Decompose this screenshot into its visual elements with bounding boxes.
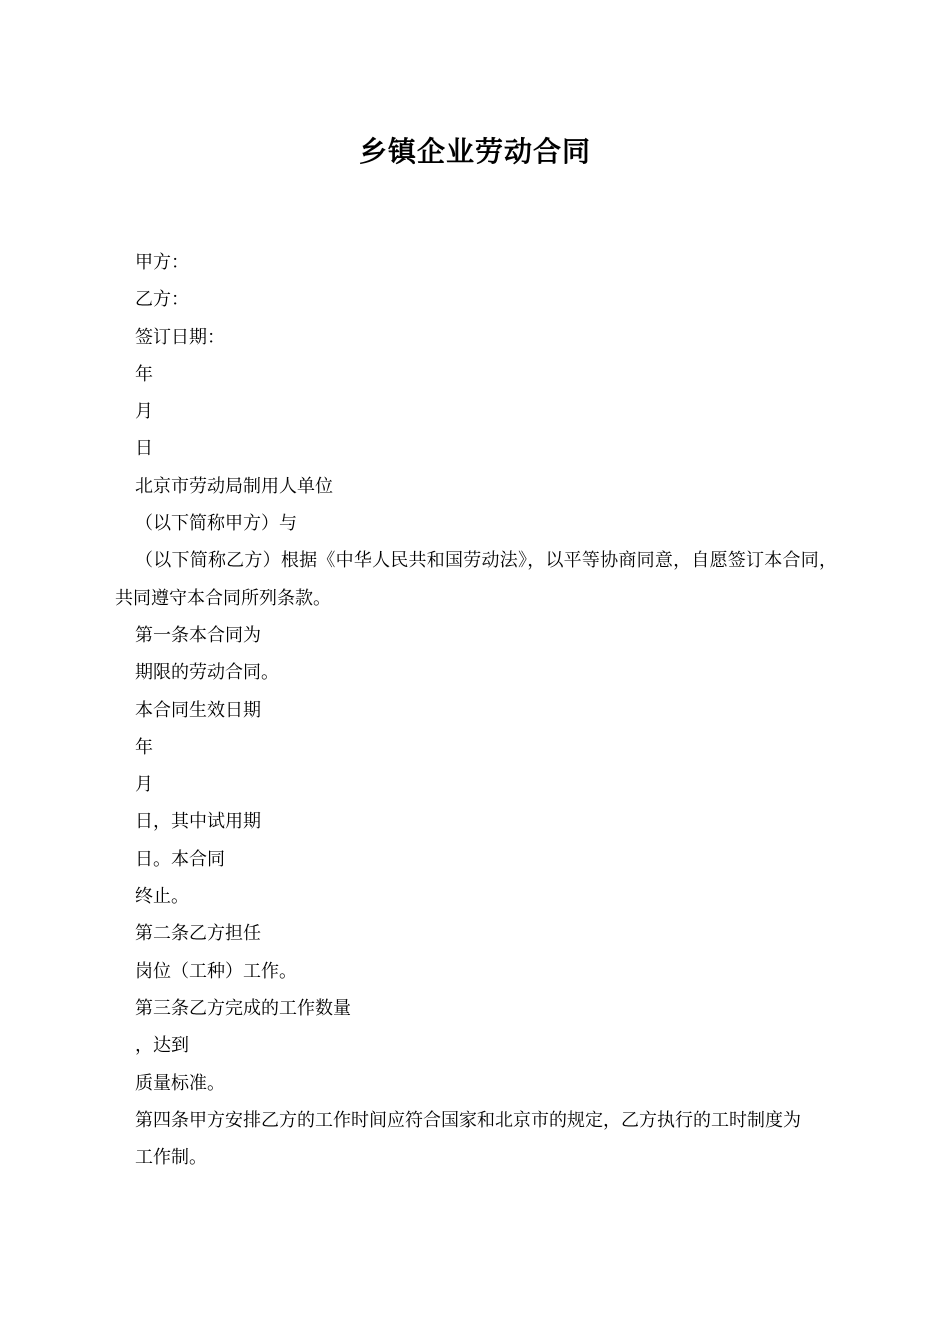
- preamble-paragraph: （以下简称乙方）根据《中华人民共和国劳动法》，以平等协商同意，自愿签订本合同，共同遵守本合同所列条款。: [115, 550, 837, 609]
- signing-year-line: 年: [135, 363, 153, 385]
- signing-month-line: 月: [135, 401, 153, 423]
- issuer-line: 北京市劳动局制用人单位: [135, 475, 333, 497]
- party-b-line: 乙方：: [135, 289, 189, 311]
- probation-line: 日，其中试用期: [135, 811, 261, 833]
- article-3-quality-line: 质量标准。: [135, 1072, 225, 1094]
- document-title: 乡镇企业劳动合同: [358, 135, 591, 168]
- article-3-line: 第三条乙方完成的工作数量: [135, 997, 351, 1019]
- article-1-term-line: 期限的劳动合同。: [135, 662, 279, 684]
- party-a-line: 甲方：: [135, 252, 189, 273]
- party-a-abbrev-line: （以下简称甲方）与: [135, 513, 297, 535]
- article-4-paragraph: 第四条甲方安排乙方的工作时间应符合国家和北京市的规定，乙方执行的工时制度为: [135, 1109, 801, 1131]
- contract-end-line: 日。本合同: [135, 848, 225, 870]
- article-1-line: 第一条本合同为: [135, 624, 261, 646]
- signing-day-line: 日: [135, 438, 153, 460]
- signing-date-line: 签订日期：: [135, 326, 225, 348]
- effective-year-line: 年: [135, 736, 153, 758]
- article-3-reach-line: ，达到: [135, 1035, 189, 1057]
- termination-line: 终止。: [135, 886, 189, 908]
- article-2-line: 第二条乙方担任: [135, 923, 261, 945]
- document-body: [115, 244, 837, 1176]
- effective-date-line: 本合同生效日期: [135, 699, 261, 721]
- article-4-system-line: 工作制。: [135, 1147, 207, 1169]
- effective-month-line: 月: [135, 774, 153, 796]
- article-2-position-line: 岗位（工种）工作。: [135, 960, 297, 982]
